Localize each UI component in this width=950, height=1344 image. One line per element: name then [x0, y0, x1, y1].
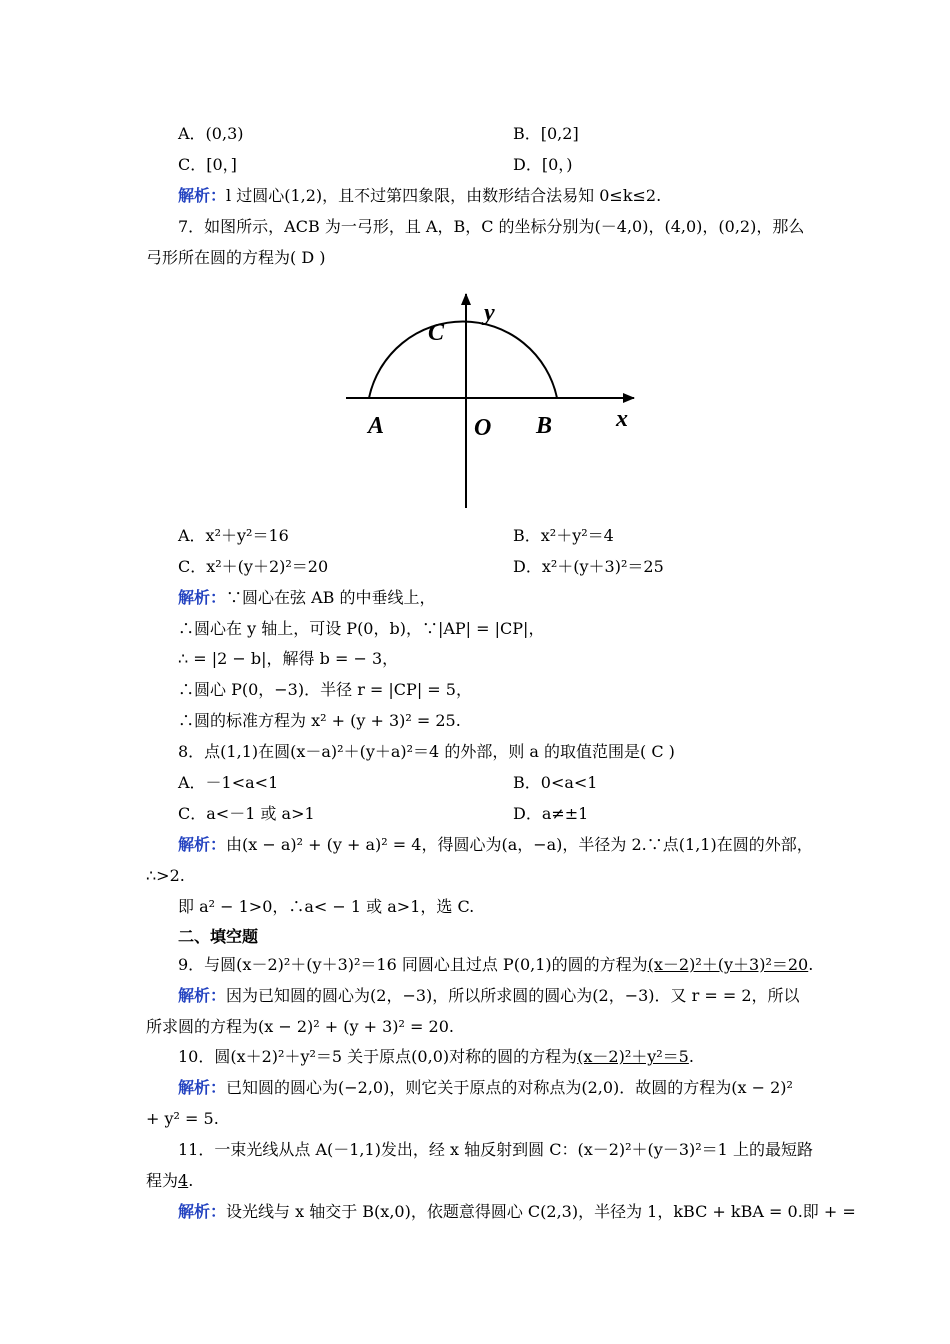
q6-option-a: A．(0,3): [178, 124, 244, 143]
q7-solution-line4: ∴圆心 P(0，−3)．半径 r = |CP| = 5，: [178, 680, 472, 699]
solution-label: 解析：: [178, 1078, 227, 1097]
q11-answer: 4: [178, 1171, 189, 1190]
q8-solution-line2: ∴>2.: [146, 866, 185, 885]
q11-solution-line1: 解析：设光线与 x 轴交于 B(x,0)，依题意得圆心 C(2,3)，半径为 1，kBC + kBA = 0.即 + =: [178, 1202, 856, 1221]
section-heading-fill-in: 二、填空题: [178, 927, 259, 946]
q10-solution-line1: 解析：已知圆的圆心为(−2,0)，则它关于原点的对称点为(2,0)．故圆的方程为(x − 2)²: [178, 1078, 793, 1097]
q7-stem-line2: 弓形所在圆的方程为( D ): [146, 248, 326, 267]
q6-option-b: B．[0,2]: [513, 124, 579, 143]
label-o: O: [474, 415, 492, 441]
q7-option-b: B．x²＋y²＝4: [513, 526, 614, 545]
solution-label: 解析：: [178, 1202, 227, 1221]
q6-option-d: D．[0，): [513, 155, 573, 174]
q7-solution-line3: ∴ = |2 − b|，解得 b = − 3，: [178, 649, 399, 668]
q8-solution-line3: 即 a² − 1>0，∴a< − 1 或 a>1，选 C.: [178, 897, 475, 916]
label-a: A: [368, 413, 385, 439]
solution-label: 解析：: [178, 186, 227, 205]
q9-solution-line1: 解析：因为已知圆的圆心为(2，−3)，所以所求圆的圆心为(2，−3)．又 r = = 2，所以: [178, 986, 800, 1005]
q7-figure: [340, 288, 640, 510]
q6-solution: [178, 186, 661, 206]
q8-option-a: A．－1<a<1: [178, 773, 279, 792]
q9-answer: (x－2)²＋(y＋3)²＝20: [647, 955, 809, 974]
q11-stem-line1: 11．一束光线从点 A(－1,1)发出，经 x 轴反射到圆 C：(x－2)²＋(y－3)²＝1 上的最短路: [178, 1140, 813, 1159]
q10-answer: (x－2)²＋y²＝5: [577, 1047, 689, 1066]
q7-solution-line1: 解析：∵圆心在弦 AB 的中垂线上，: [178, 588, 436, 607]
q7-option-c: C．x²＋(y＋2)²＝20: [178, 557, 329, 576]
solution-label: 解析：: [178, 986, 227, 1005]
q8-option-b: B．0<a<1: [513, 773, 598, 792]
q7-option-a: A．x²＋y²＝16: [178, 526, 289, 545]
q7-option-d: D．x²＋(y＋3)²＝25: [513, 557, 664, 576]
q8-stem: 8．点(1,1)在圆(x－a)²＋(y＋a)²＝4 的外部，则 a 的取值范围是( C ): [178, 742, 675, 761]
q7-stem-line1: 7．如图所示，ACB 为一弓形，且 A，B，C 的坐标分别为(－4,0)，(4,0)，(0,2)，那么: [178, 217, 805, 236]
q10-solution-line2: + y² = 5.: [146, 1109, 219, 1128]
label-b: B: [536, 413, 553, 439]
solution-label: 解析：: [178, 835, 227, 854]
q8-option-d: D．a≠±1: [513, 804, 589, 823]
solution-label: 解析：: [178, 588, 227, 607]
q9-stem: 9．与圆(x－2)²＋(y＋3)²＝16 同圆心且过点 P(0,1)的圆的方程为(x－2)²＋(y＋3)²＝20.: [178, 955, 814, 974]
arc-acb: [369, 321, 557, 398]
q6-option-c: C．[0，]: [178, 155, 237, 174]
label-y: y: [484, 300, 495, 326]
q8-option-c: C．a<－1 或 a>1: [178, 804, 315, 823]
q10-stem: 10．圆(x＋2)²＋y²＝5 关于原点(0,0)对称的圆的方程为(x－2)²＋y²＝5.: [178, 1047, 694, 1066]
q7-solution-line2: ∴圆心在 y 轴上，可设 P(0，b)，∵|AP| = |CP|，: [178, 619, 545, 638]
q11-stem-line2: 程为4.: [146, 1171, 194, 1190]
q7-solution-line5: ∴圆的标准方程为 x² + (y + 3)² = 25.: [178, 711, 461, 730]
label-x: x: [616, 406, 628, 432]
q8-solution-line1: 解析：由(x − a)² + (y + a)² = 4，得圆心为(a，−a)，半径为 2.∵点(1,1)在圆的外部，: [178, 835, 813, 854]
label-c: C: [428, 320, 445, 346]
q6-solution-text: l 过圆心(1,2)，且不过第四象限，由数形结合法易知 0≤k≤2.: [226, 186, 662, 205]
q9-solution-line2: 所求圆的方程为(x − 2)² + (y + 3)² = 20.: [146, 1017, 454, 1036]
